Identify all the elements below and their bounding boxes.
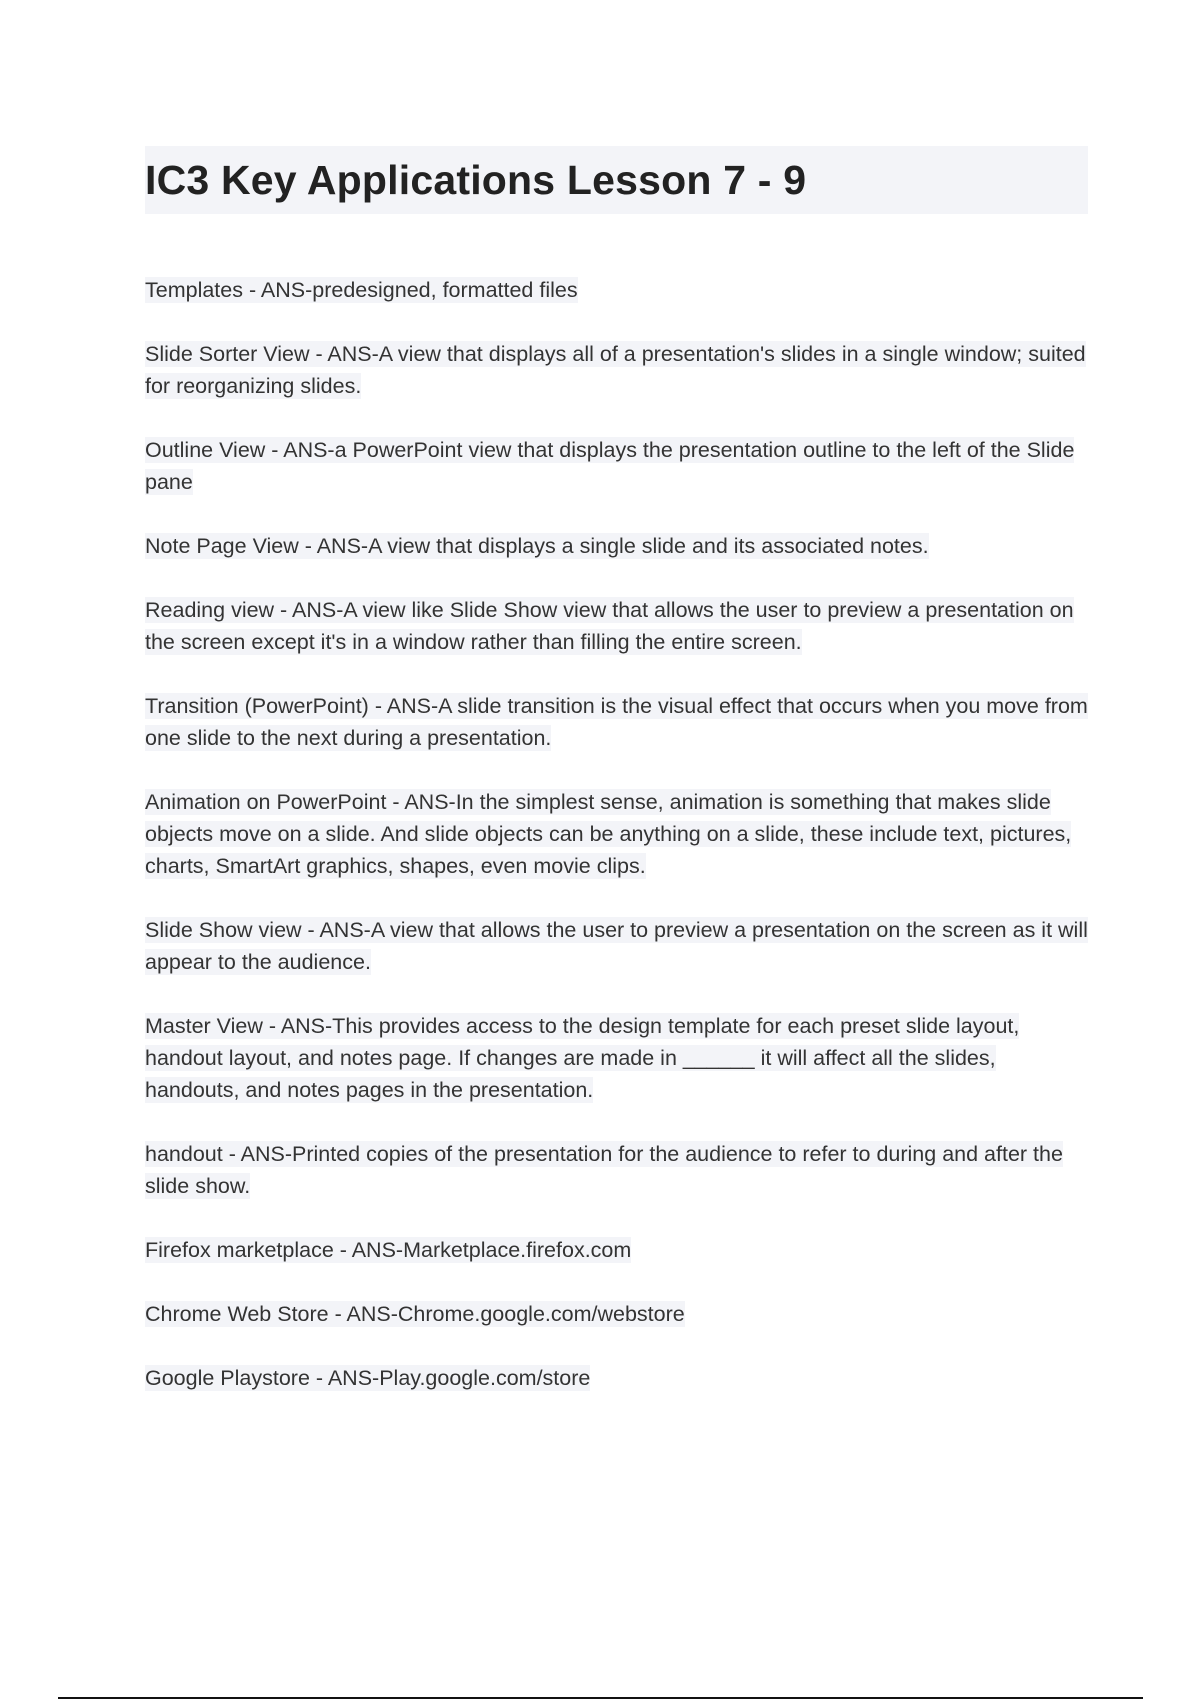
glossary-entry-google-playstore <box>145 1362 1095 1394</box>
glossary-entry-outline-view <box>145 434 1095 498</box>
entry-text: Transition (PowerPoint) - ANS-A slide transition is the visual effect that occurs when you move from one slide to the next during a presentation. <box>145 694 1088 750</box>
glossary-entry-transition <box>145 690 1095 754</box>
glossary-entry-templates <box>145 274 1095 306</box>
glossary-entry-firefox-marketplace <box>145 1234 1095 1266</box>
footer-divider <box>58 1697 1143 1699</box>
glossary-entry-chrome-web-store <box>145 1298 1095 1330</box>
entry-text: Animation on PowerPoint - ANS-In the simplest sense, animation is something that makes slide objects move on a slide. And slide objects can be anything on a slide, these include text, pictures, charts, SmartArt graphics, shapes, even movie clips. <box>145 790 1072 878</box>
glossary-entry-master-view <box>145 1010 1095 1106</box>
entry-text: Slide Sorter View - ANS-A view that displays all of a presentation's slides in a single window; suited for reorganizing slides. <box>145 342 1086 398</box>
entry-text: Slide Show view - ANS-A view that allows the user to preview a presentation on the screen as it will appear to the audience. <box>145 918 1088 974</box>
entry-text: Outline View - ANS-a PowerPoint view that displays the presentation outline to the left of the Slide pane <box>145 438 1075 494</box>
entry-text: Note Page View - ANS-A view that displays a single slide and its associated notes. <box>145 534 929 558</box>
title-band <box>145 146 1088 214</box>
entry-text: Firefox marketplace - ANS-Marketplace.firefox.com <box>145 1238 632 1262</box>
glossary-entry-slide-show-view <box>145 914 1095 978</box>
entry-text: Reading view - ANS-A view like Slide Show view that allows the user to preview a presentation on the screen except it's in a window rather than filling the entire screen. <box>145 598 1074 654</box>
document-title: IC3 Key Applications Lesson 7 - 9 <box>145 157 807 203</box>
entry-text: Chrome Web Store - ANS-Chrome.google.com/webstore <box>145 1302 685 1326</box>
entry-text: Master View - ANS-This provides access to the design template for each preset slide layout, handout layout, and notes page. If changes are made in ______ it will affect all the slides, handouts, and notes pages in the presentation. <box>145 1014 1020 1102</box>
entry-text: Templates - ANS-predesigned, formatted files <box>145 278 578 302</box>
glossary-entry-slide-sorter-view <box>145 338 1095 402</box>
glossary-entry-reading-view <box>145 594 1095 658</box>
entry-text: handout - ANS-Printed copies of the presentation for the audience to refer to during and after the slide show. <box>145 1142 1063 1198</box>
glossary-list <box>145 274 1095 1426</box>
entry-text: Google Playstore - ANS-Play.google.com/store <box>145 1366 591 1390</box>
glossary-entry-handout <box>145 1138 1095 1202</box>
glossary-entry-note-page-view <box>145 530 1095 562</box>
glossary-entry-animation <box>145 786 1095 882</box>
